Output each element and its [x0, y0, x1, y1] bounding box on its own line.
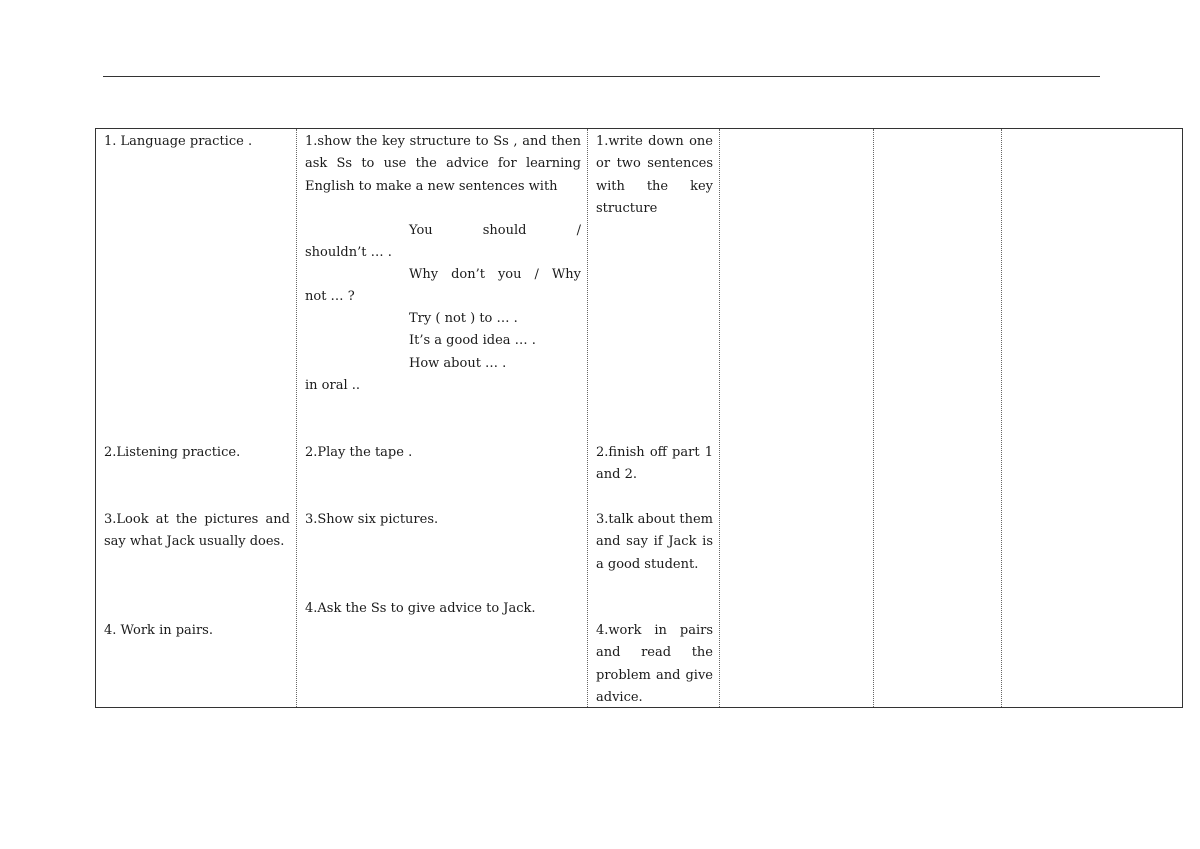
structure-should — [305, 220, 581, 265]
structure-word: / — [576, 223, 581, 238]
structure-try: Try ( not ) to … . — [409, 311, 518, 326]
step-listening-practice: 2.Listening practice. — [104, 445, 241, 460]
structure-word: Why — [409, 267, 439, 282]
teacher-step-1-intro: 1.show the key structure to Ss , and then ask Ss to use the advice for learning English to make a new sentences with — [305, 134, 581, 194]
structure-word: Why — [551, 267, 581, 282]
student-step-2: 2.finish off part 1 and 2. — [596, 445, 713, 483]
structure-word: You — [409, 223, 433, 238]
structure-word: should — [482, 223, 527, 238]
structure-word: you — [497, 267, 522, 282]
column-empty-3 — [1001, 129, 1183, 707]
step-look-at-pictures: 3.Look at the pictures and say what Jack usually does. — [104, 512, 290, 550]
column-student-activity — [587, 129, 719, 707]
column-empty-2 — [873, 129, 1001, 707]
teacher-step-4: 4.Ask the Ss to give advice to Jack. — [305, 601, 536, 616]
student-step-1: 1.write down one or two sentences with the key structure — [596, 134, 713, 216]
structure-word: / — [534, 267, 539, 282]
structure-good-idea: It’s a good idea … . — [409, 333, 536, 348]
structure-how-about: How about … . — [409, 356, 507, 371]
structure-line: shouldn’t … . — [305, 245, 392, 261]
teacher-step-3: 3.Show six pictures. — [305, 512, 439, 527]
structure-why-dont — [305, 264, 581, 309]
column-teacher-activity — [296, 129, 587, 707]
column-steps — [96, 129, 296, 707]
step-language-practice: 1. Language practice . — [104, 134, 253, 149]
column-empty-1 — [719, 129, 873, 707]
lesson-table — [95, 128, 1183, 708]
structure-word: don’t — [451, 267, 485, 282]
step-work-in-pairs: 4. Work in pairs. — [104, 623, 213, 638]
structure-in-oral: in oral .. — [305, 378, 361, 393]
student-step-3: 3.talk about them and say if Jack is a good student. — [596, 512, 713, 572]
header-rule — [103, 76, 1100, 77]
student-step-4: 4.work in pairs and read the problem and give advice. — [596, 623, 713, 705]
structure-line: not … ? — [305, 289, 355, 305]
teacher-step-2: 2.Play the tape . — [305, 445, 413, 460]
